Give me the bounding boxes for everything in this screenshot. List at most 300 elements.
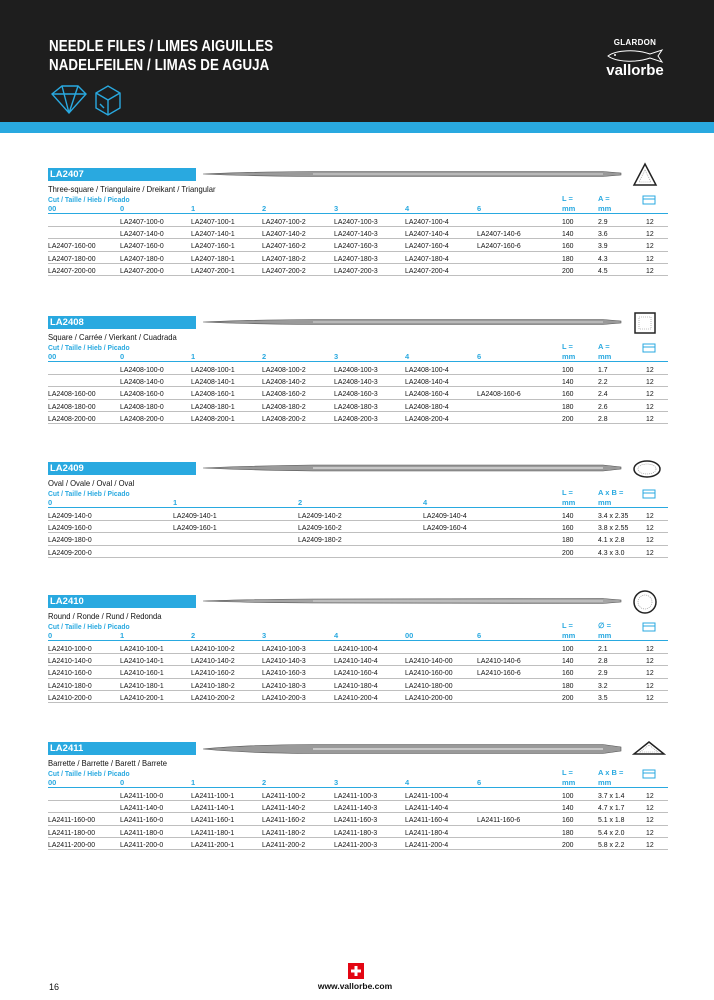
cell: LA2410-140-1 [120,656,164,666]
cut-header: 0 [48,631,53,640]
file-type-names: Three-square / Triangulaire / Dreikant / Triangular [48,184,216,194]
cell: 12 [646,511,654,520]
cell: LA2411-160-0 [120,815,164,825]
cell: LA2411-160-1 [191,815,235,825]
dimension-label: ∅ = [598,621,611,630]
cell: LA2408-160-2 [262,389,306,399]
cell: LA2407-200-2 [262,265,306,275]
table-row [48,252,668,264]
cell: LA2408-180-2 [262,401,306,411]
cell: 3.8 x 2.55 [598,523,629,533]
cell: LA2411-180-3 [334,827,378,837]
cell: 2.4 [598,389,608,399]
length-unit: mm [562,778,576,787]
cell: LA2408-100-4 [405,365,449,374]
cell: LA2407-180-3 [334,253,378,263]
dimension-label: A x B = [598,488,624,497]
cell: 12 [646,389,654,399]
cut-header: 6 [477,631,482,640]
oval-profile-icon [632,456,662,482]
cell: LA2410-160-4 [334,668,378,678]
cut-header: 4 [405,204,410,213]
file-type-names: Round / Ronde / Rund / Redonda [48,611,162,621]
table-row [48,521,668,533]
dimension-label: A = [598,342,610,351]
cut-label: Cut / Taille / Hieb / Picado [48,769,130,778]
cut-label: Cut / Taille / Hieb / Picado [48,343,130,352]
cut-header: 3 [262,631,267,640]
cut-header: 00 [48,204,57,213]
cell: LA2410-180-4 [334,680,378,690]
cell: LA2410-100-4 [334,644,378,653]
product-table [48,642,668,703]
section-la2410 [48,595,668,702]
cell: LA2408-100-0 [120,365,164,374]
cell: 140 [562,656,574,666]
square-profile-icon [632,310,658,336]
cell: 2.6 [598,401,608,411]
cut-header-row [48,777,668,788]
product-table [48,363,668,424]
cut-header: 00 [48,352,57,361]
cell: LA2407-140-0 [120,229,164,239]
cell: LA2411-160-6 [477,815,521,825]
cell: LA2407-140-1 [191,229,235,239]
file-type-names: Barrette / Barrette / Barett / Barrete [48,758,168,768]
cell: 3.7 x 1.4 [598,791,625,800]
cell: 2.8 [598,413,608,423]
cell: 2.2 [598,377,608,387]
cell: 4.7 x 1.7 [598,803,625,813]
oval-file-image [203,463,623,473]
section-la2407 [48,168,668,275]
length-label: L = [562,194,573,203]
table-row [48,546,668,558]
cut-header: 2 [262,352,267,361]
cell: 200 [562,265,574,275]
cell: 12 [646,413,654,423]
dimension-unit: mm [598,631,612,640]
cell: LA2409-140-2 [298,511,342,520]
cell: 160 [562,389,574,399]
brand-logo [600,38,670,79]
cell: LA2411-160-00 [48,815,96,825]
cell: LA2410-100-1 [120,644,164,653]
cell: 160 [562,668,574,678]
table-row [48,826,668,838]
cell: LA2410-200-3 [262,692,306,702]
header-stripe [0,122,714,133]
cut-header-row [48,630,668,641]
cell: LA2410-200-1 [120,692,164,702]
table-row [48,363,668,375]
cell: LA2410-160-00 [405,668,453,678]
cell: LA2410-140-6 [477,656,521,666]
cell: LA2410-180-1 [120,680,164,690]
cell: 12 [646,377,654,387]
dimension-unit: mm [598,352,612,361]
cell: LA2411-180-2 [262,827,306,837]
cell: LA2410-180-3 [262,680,306,690]
cell: LA2409-160-4 [423,523,467,533]
dimension-unit: mm [598,498,612,507]
triangle-profile-icon [632,162,658,188]
brand-name-top: GLARDON [613,38,657,47]
cell: LA2407-140-3 [334,229,378,239]
section-code: LA2407 [48,168,196,181]
page-header [0,0,714,122]
cut-header: 1 [191,204,196,213]
file-shapes-icon [48,84,128,116]
length-unit: mm [562,204,576,213]
cell: 12 [646,692,654,702]
cell: 12 [646,365,654,374]
cell: 12 [646,839,654,849]
cell: LA2408-180-00 [48,401,96,411]
table-row [48,533,668,545]
table-row [48,215,668,227]
table-row [48,666,668,678]
length-unit: mm [562,498,576,507]
cell: 12 [646,547,654,557]
table-row [48,789,668,801]
cell: LA2411-140-1 [191,803,235,813]
cell: LA2407-100-4 [405,217,449,226]
page-title-line1: NEEDLE FILES / LIMES AIGUILLES [49,38,274,55]
cell: LA2409-180-0 [48,535,92,545]
cell: LA2407-200-00 [48,265,96,275]
cell: LA2410-200-00 [405,692,453,702]
cut-header: 00 [405,631,414,640]
cell: LA2408-200-00 [48,413,96,423]
cut-header: 1 [120,631,125,640]
cell: LA2410-180-2 [191,680,235,690]
cell: LA2410-140-3 [262,656,306,666]
cell: 180 [562,535,574,545]
cell: LA2407-180-4 [405,253,449,263]
cell: 4.3 [598,253,608,263]
cut-header-row [48,497,668,508]
table-row [48,642,668,654]
cell: 12 [646,803,654,813]
cell: LA2411-180-1 [191,827,235,837]
cell: LA2410-160-3 [262,668,306,678]
cell: 200 [562,413,574,423]
section-la2408 [48,316,668,423]
cell: 12 [646,217,654,226]
cell: 3.4 x 2.35 [598,511,629,520]
cell: LA2411-200-4 [405,839,449,849]
cell: LA2410-180-0 [48,680,92,690]
cell: 2.9 [598,668,608,678]
cut-header: 0 [120,778,125,787]
cell: 100 [562,365,574,374]
cell: 5.4 x 2.0 [598,827,625,837]
section-code: LA2411 [48,742,196,755]
cell: LA2409-140-1 [173,511,217,520]
cut-header: 4 [405,778,410,787]
table-row [48,679,668,691]
table-row [48,412,668,424]
cell: LA2407-180-0 [120,253,164,263]
table-row [48,400,668,412]
cell: LA2407-160-3 [334,241,378,251]
table-row [48,654,668,666]
cell: LA2410-140-00 [405,656,453,666]
square-file-image [203,317,623,327]
cell: 12 [646,815,654,825]
cell: LA2407-180-00 [48,253,96,263]
cell: 160 [562,523,574,533]
cell: LA2408-200-2 [262,413,306,423]
cell: LA2411-200-2 [262,839,306,849]
cut-header: 0 [48,498,53,507]
table-row [48,691,668,703]
cut-header: 1 [173,498,178,507]
cell: LA2408-140-4 [405,377,449,387]
cell: 160 [562,815,574,825]
swiss-flag-icon [348,963,364,979]
cell: LA2408-140-1 [191,377,235,387]
cell: 12 [646,241,654,251]
cell: 180 [562,680,574,690]
table-row [48,387,668,399]
cell: LA2411-160-2 [262,815,306,825]
cell: LA2410-180-00 [405,680,453,690]
cell: LA2407-100-3 [334,217,378,226]
table-row [48,838,668,850]
section-la2411 [48,742,668,849]
cell: LA2408-180-3 [334,401,378,411]
cut-header: 6 [477,778,482,787]
cell: 3.2 [598,680,608,690]
cell: LA2407-180-1 [191,253,235,263]
cut-header: 3 [334,204,339,213]
cell: 200 [562,839,574,849]
cell: LA2411-200-00 [48,839,96,849]
cell: 12 [646,523,654,533]
fish-logo-icon [606,49,664,63]
cell: LA2408-160-1 [191,389,235,399]
cell: LA2408-160-00 [48,389,96,399]
cell: 12 [646,535,654,545]
cell: 100 [562,791,574,800]
cell: 12 [646,253,654,263]
length-label: L = [562,621,573,630]
cut-header: 2 [262,204,267,213]
product-table [48,215,668,276]
cut-header: 4 [405,352,410,361]
cell: 3.5 [598,692,608,702]
cell: LA2411-200-3 [334,839,378,849]
product-table [48,789,668,850]
barrette-file-image [203,743,623,755]
cell: 180 [562,401,574,411]
cut-header: 3 [334,778,339,787]
dimension-label: A x B = [598,768,624,777]
cell: LA2410-160-0 [48,668,92,678]
product-table [48,509,668,558]
table-row [48,375,668,387]
section-la2409 [48,462,668,557]
cell: LA2410-200-4 [334,692,378,702]
cell: LA2410-140-2 [191,656,235,666]
cell: 160 [562,241,574,251]
cell: LA2408-140-2 [262,377,306,387]
table-row [48,239,668,251]
cell: LA2407-160-2 [262,241,306,251]
cell: LA2411-180-00 [48,827,96,837]
cell: LA2407-140-2 [262,229,306,239]
table-row [48,801,668,813]
cell: LA2411-200-1 [191,839,235,849]
cell: LA2407-160-1 [191,241,235,251]
cell: 3.6 [598,229,608,239]
cell: LA2411-180-0 [120,827,164,837]
page-title-line2: NADELFEILEN / LIMAS DE AGUJA [49,57,270,74]
cell: 180 [562,253,574,263]
cell: 12 [646,401,654,411]
length-unit: mm [562,352,576,361]
cell: LA2410-160-2 [191,668,235,678]
cell: 4.3 x 3.0 [598,547,625,557]
file-type-names: Square / Carrée / Vierkant / Cuadrada [48,332,177,342]
cell: 12 [646,656,654,666]
cell: LA2407-100-2 [262,217,306,226]
cell: 100 [562,644,574,653]
cell: 12 [646,229,654,239]
cell: LA2408-140-0 [120,377,164,387]
section-code: LA2410 [48,595,196,608]
cell: LA2411-100-2 [262,791,306,800]
cell: 140 [562,377,574,387]
section-code: LA2408 [48,316,196,329]
cut-header: 00 [48,778,57,787]
cell: LA2411-100-3 [334,791,378,800]
cell: LA2409-180-2 [298,535,342,545]
table-row [48,509,668,521]
cell: LA2410-140-0 [48,656,92,666]
cell: LA2411-140-2 [262,803,306,813]
cut-header: 1 [191,778,196,787]
brand-name-bottom: vallorbe [606,62,664,79]
cell: LA2411-160-4 [405,815,449,825]
cell: 4.5 [598,265,608,275]
cell: LA2409-160-1 [173,523,217,533]
cell: 3.9 [598,241,608,251]
round-file-image [203,596,623,606]
cell: 12 [646,265,654,275]
cell: LA2407-200-1 [191,265,235,275]
cell: LA2410-200-2 [191,692,235,702]
cell: LA2410-100-3 [262,644,306,653]
cell: 100 [562,217,574,226]
cut-header: 6 [477,204,482,213]
cell: 5.8 x 2.2 [598,839,625,849]
cell: 2.8 [598,656,608,666]
round-profile-icon [632,589,658,615]
dimension-unit: mm [598,778,612,787]
website-link[interactable]: www.vallorbe.com [317,981,393,991]
cell: LA2407-100-0 [120,217,164,226]
cell: LA2407-140-6 [477,229,521,239]
cell: 140 [562,803,574,813]
cut-header: 2 [262,778,267,787]
cell: LA2407-180-2 [262,253,306,263]
length-label: L = [562,342,573,351]
cell: LA2408-160-6 [477,389,521,399]
cell: LA2410-100-2 [191,644,235,653]
cell: LA2410-140-4 [334,656,378,666]
cell: LA2407-200-3 [334,265,378,275]
cell: LA2408-200-3 [334,413,378,423]
cell: LA2407-200-0 [120,265,164,275]
cell: LA2409-160-0 [48,523,92,533]
cell: LA2407-160-4 [405,241,449,251]
cut-header: 0 [120,352,125,361]
cut-header: 6 [477,352,482,361]
cell: LA2411-140-0 [120,803,164,813]
cell: 4.1 x 2.8 [598,535,625,545]
length-unit: mm [562,631,576,640]
cell: 140 [562,511,574,520]
cell: LA2410-100-0 [48,644,92,653]
cell: LA2408-180-4 [405,401,449,411]
cell: LA2410-200-0 [48,692,92,702]
cell: LA2408-200-0 [120,413,164,423]
cell: 1.7 [598,365,608,374]
cell: LA2408-200-1 [191,413,235,423]
cut-label: Cut / Taille / Hieb / Picado [48,489,130,498]
cell: LA2408-180-1 [191,401,235,411]
cell: 12 [646,644,654,653]
table-row [48,264,668,276]
cut-header: 1 [191,352,196,361]
cell: LA2408-160-4 [405,389,449,399]
cell: 5.1 x 1.8 [598,815,625,825]
cell: 12 [646,680,654,690]
length-label: L = [562,768,573,777]
cut-label: Cut / Taille / Hieb / Picado [48,195,130,204]
cell: 200 [562,692,574,702]
cell: LA2411-140-3 [334,803,378,813]
cell: 200 [562,547,574,557]
cut-header: 4 [334,631,339,640]
cell: 2.9 [598,217,608,226]
cell: 180 [562,827,574,837]
cell: LA2407-100-1 [191,217,235,226]
section-code: LA2409 [48,462,196,475]
cell: LA2407-160-6 [477,241,521,251]
dimension-label: A = [598,194,610,203]
cell: LA2408-100-2 [262,365,306,374]
cell: LA2408-100-1 [191,365,235,374]
cell: LA2408-100-3 [334,365,378,374]
cell: LA2407-160-0 [120,241,164,251]
cut-header-row [48,203,668,214]
dimension-unit: mm [598,204,612,213]
cell: LA2408-180-0 [120,401,164,411]
cell: LA2411-100-1 [191,791,235,800]
cell: LA2411-100-4 [405,791,449,800]
cell: 2.1 [598,644,608,653]
cell: 12 [646,827,654,837]
cell: LA2409-140-4 [423,511,467,520]
cut-header-row [48,351,668,362]
cut-label: Cut / Taille / Hieb / Picado [48,622,130,631]
cell: LA2408-140-3 [334,377,378,387]
triangular-file-image [203,169,623,179]
